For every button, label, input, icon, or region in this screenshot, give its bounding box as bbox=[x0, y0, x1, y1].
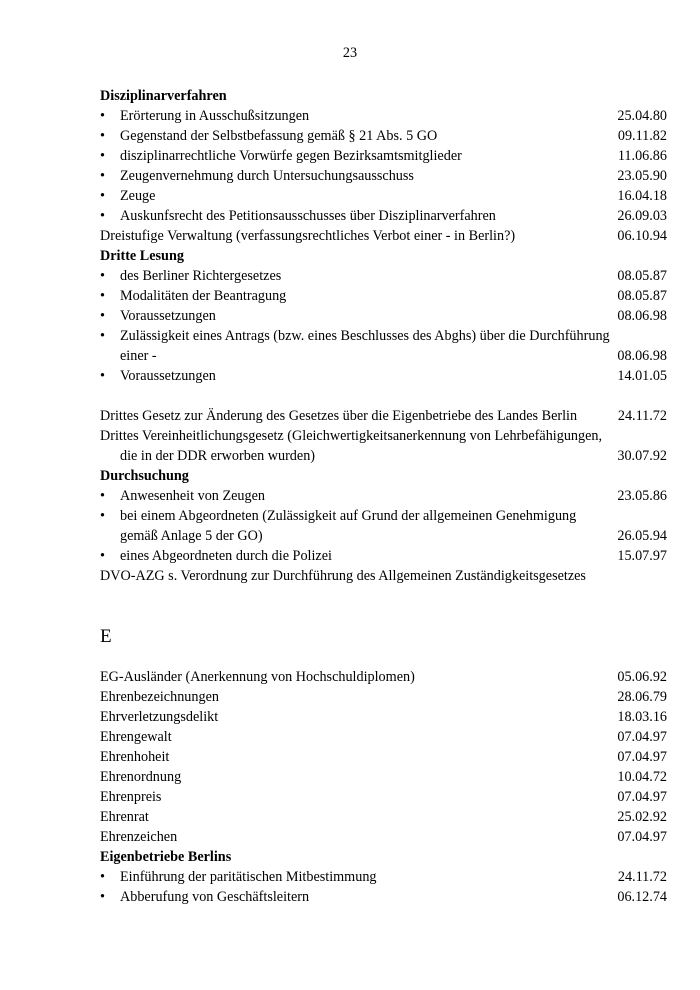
entry-date: 08.06.98 bbox=[617, 348, 667, 364]
section-heading-durchsuchung: Durchsuchung bbox=[100, 468, 189, 484]
entry-text: Drittes Gesetz zur Änderung des Gesetzes über die Eigenbetriebe des Landes Berlin bbox=[100, 408, 578, 424]
entry-date: 06.12.74 bbox=[617, 889, 667, 905]
bullet-icon: • bbox=[100, 208, 105, 224]
index-entry bbox=[100, 546, 667, 566]
bullet-icon: • bbox=[100, 188, 105, 204]
entry-text: Zulässigkeit eines Antrags (bzw. eines Beschlusses des Abghs) über die Durchführung bbox=[120, 328, 610, 344]
entry-date: 08.06.98 bbox=[617, 308, 667, 324]
entry-date: 07.04.97 bbox=[617, 829, 667, 845]
index-entry bbox=[100, 206, 667, 226]
entry-date: 05.06.92 bbox=[617, 669, 667, 685]
entry-text: Einführung der paritätischen Mitbestimmung bbox=[120, 869, 377, 885]
section-heading-eigenbetriebe: Eigenbetriebe Berlins bbox=[100, 849, 232, 865]
bullet-icon: • bbox=[100, 328, 105, 344]
entry-text: Ehrverletzungsdelikt bbox=[100, 709, 219, 725]
bullet-icon: • bbox=[100, 308, 105, 324]
page-number: 23 bbox=[342, 45, 358, 61]
entry-text: Auskunfsrecht des Petitionsausschusses über Disziplinarverfahren bbox=[120, 208, 496, 224]
index-entry bbox=[100, 366, 667, 386]
index-entry bbox=[100, 506, 667, 526]
entry-text: des Berliner Richtergesetzes bbox=[120, 268, 282, 284]
entry-text: Abberufung von Geschäftsleitern bbox=[120, 889, 310, 905]
entry-text: Dreistufige Verwaltung (verfassungsrechtliches Verbot einer - in Berlin?) bbox=[100, 228, 516, 244]
entry-date: 11.06.86 bbox=[617, 148, 667, 164]
entry-date: 08.05.87 bbox=[617, 288, 667, 304]
index-entry bbox=[100, 727, 667, 747]
bullet-icon: • bbox=[100, 368, 105, 384]
entry-date: 07.04.97 bbox=[617, 729, 667, 745]
index-entry bbox=[100, 667, 667, 687]
entry-text: Drittes Vereinheitlichungsgesetz (Gleichwertigkeitsanerkennung von Lehrbefähigungen, bbox=[100, 428, 603, 444]
index-entry-drittes-gesetz bbox=[100, 406, 667, 426]
bullet-icon: • bbox=[100, 488, 105, 504]
entry-date: 24.11.72 bbox=[617, 408, 667, 424]
entry-text: EG-Ausländer (Anerkennung von Hochschuldiplomen) bbox=[100, 669, 415, 685]
entry-date: 10.04.72 bbox=[617, 769, 667, 785]
entry-text: Ehrenpreis bbox=[100, 789, 162, 805]
entry-date: 07.04.97 bbox=[617, 789, 667, 805]
entry-text-continued: einer - bbox=[120, 348, 157, 364]
entry-text: bei einem Abgeordneten (Zulässigkeit auf Grund der allgemeinen Genehmigung bbox=[120, 508, 577, 524]
entry-text: Anwesenheit von Zeugen bbox=[120, 488, 265, 504]
entry-text-continued: gemäß Anlage 5 der GO) bbox=[120, 528, 263, 544]
entry-text: Ehrenrat bbox=[100, 809, 149, 825]
index-entry bbox=[100, 787, 667, 807]
entry-text: Zeuge bbox=[120, 188, 156, 204]
bullet-icon: • bbox=[100, 548, 105, 564]
index-entry bbox=[100, 687, 667, 707]
entry-date: 24.11.72 bbox=[617, 869, 667, 885]
entry-date: 07.04.97 bbox=[617, 749, 667, 765]
entry-text: Voraussetzungen bbox=[120, 368, 216, 384]
index-entry bbox=[100, 106, 667, 126]
entry-date: 25.02.92 bbox=[617, 809, 667, 825]
entry-text: Voraussetzungen bbox=[120, 308, 216, 324]
index-entry bbox=[100, 747, 667, 767]
index-entry-dvo-azg bbox=[100, 566, 667, 586]
index-entry bbox=[100, 707, 667, 727]
bullet-icon: • bbox=[100, 869, 105, 885]
entry-date: 08.05.87 bbox=[617, 268, 667, 284]
index-entry bbox=[100, 146, 667, 166]
entry-date: 23.05.90 bbox=[617, 168, 667, 184]
index-entry bbox=[100, 166, 667, 186]
index-entry bbox=[100, 486, 667, 506]
section-heading-disziplinarverfahren: Disziplinarverfahren bbox=[100, 88, 227, 104]
index-entry-continuation bbox=[100, 526, 667, 546]
section-letter-e: E bbox=[100, 626, 112, 647]
entry-date: 16.04.18 bbox=[617, 188, 667, 204]
index-entry bbox=[100, 767, 667, 787]
entry-text: disziplinarrechtliche Vorwürfe gegen Bezirksamtsmitglieder bbox=[120, 148, 462, 164]
index-entry-continuation bbox=[100, 446, 667, 466]
entry-text: Ehrenhoheit bbox=[100, 749, 170, 765]
entry-text: eines Abgeordneten durch die Polizei bbox=[120, 548, 332, 564]
entry-text: Gegenstand der Selbstbefassung gemäß § 21 Abs. 5 GO bbox=[120, 128, 438, 144]
index-entry bbox=[100, 266, 667, 286]
index-entry bbox=[100, 807, 667, 827]
bullet-icon: • bbox=[100, 128, 105, 144]
bullet-icon: • bbox=[100, 268, 105, 284]
index-entry-vereinheitlichungsgesetz bbox=[100, 426, 667, 446]
entry-date: 30.07.92 bbox=[617, 448, 667, 464]
index-entry-dreistufige-verwaltung bbox=[100, 226, 667, 246]
entry-date: 28.06.79 bbox=[617, 689, 667, 705]
entry-date: 23.05.86 bbox=[617, 488, 667, 504]
index-entry bbox=[100, 286, 667, 306]
entry-text: Ehrenbezeichnungen bbox=[100, 689, 219, 705]
entry-date: 25.04.80 bbox=[617, 108, 667, 124]
entry-date: 14.01.05 bbox=[617, 368, 667, 384]
index-entry bbox=[100, 887, 667, 907]
entry-text: Modalitäten der Beantragung bbox=[120, 288, 287, 304]
bullet-icon: • bbox=[100, 148, 105, 164]
index-entry bbox=[100, 126, 667, 146]
entry-text: Ehrenzeichen bbox=[100, 829, 178, 845]
index-entry bbox=[100, 306, 667, 326]
entry-date: 15.07.97 bbox=[617, 548, 667, 564]
entry-text-continued: die in der DDR erworben wurden) bbox=[120, 448, 316, 464]
entry-date: 06.10.94 bbox=[617, 228, 667, 244]
entry-date: 26.09.03 bbox=[617, 208, 667, 224]
index-entry bbox=[100, 186, 667, 206]
index-entry-continuation bbox=[100, 346, 667, 366]
bullet-icon: • bbox=[100, 108, 105, 124]
entry-text: Erörterung in Ausschußsitzungen bbox=[120, 108, 310, 124]
bullet-icon: • bbox=[100, 168, 105, 184]
entry-text: DVO-AZG s. Verordnung zur Durchführung des Allgemeinen Zuständigkeitsgesetzes bbox=[100, 568, 586, 584]
entry-text: Zeugenvernehmung durch Untersuchungsausschuss bbox=[120, 168, 414, 184]
section-heading-dritte-lesung: Dritte Lesung bbox=[100, 248, 184, 264]
index-entry bbox=[100, 326, 667, 346]
entry-date: 26.05.94 bbox=[617, 528, 667, 544]
entry-text: Ehrengewalt bbox=[100, 729, 172, 745]
entry-date: 18.03.16 bbox=[617, 709, 667, 725]
bullet-icon: • bbox=[100, 508, 105, 524]
bullet-icon: • bbox=[100, 889, 105, 905]
index-entry bbox=[100, 827, 667, 847]
entry-text: Ehrenordnung bbox=[100, 769, 182, 785]
bullet-icon: • bbox=[100, 288, 105, 304]
index-entry bbox=[100, 867, 667, 887]
entry-date: 09.11.82 bbox=[617, 128, 667, 144]
